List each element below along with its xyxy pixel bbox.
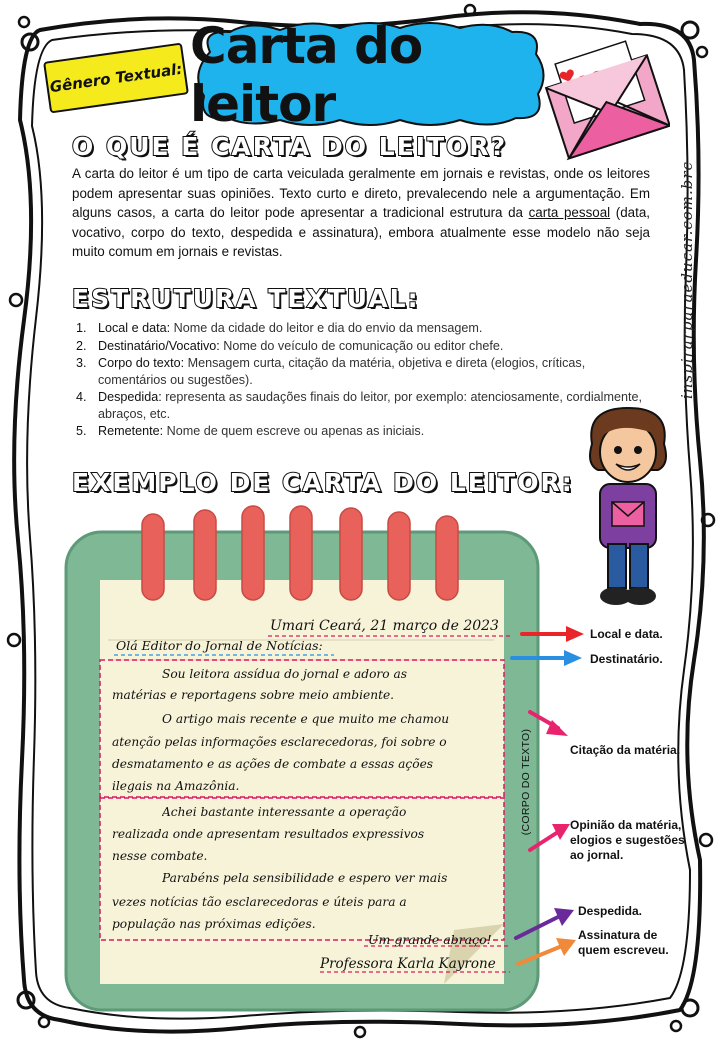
carta-pessoal-term: carta pessoal xyxy=(528,205,611,220)
definition-text-part1: A carta do leitor é um tipo de carta veiculada geralmente em jornais e revistas, onde os leitores podem apresentar suas opiniões. Texto curto e direto, prevalecendo nele a argumentação. Em alguns casos, a carta do leitor pode apresentar a tradicional estrutura da xyxy=(72,166,650,220)
list-item: 4. Despedida: representa as saudações finais do leitor, por exemplo: atenciosamente, cordialmente, abraços, etc. xyxy=(76,390,642,421)
annotation-signature: Assinatura de quem escreveu. xyxy=(578,928,669,957)
annotation-citation: Citação da matéria. xyxy=(570,743,681,757)
definition-paragraph xyxy=(72,164,650,262)
letter-signature: Professora Karla Kayrone xyxy=(320,956,496,972)
annotation-local-date: Local e data. xyxy=(590,627,663,641)
letter-body-line: ilegais na Amazônia. xyxy=(112,779,240,793)
annotation-opinion: Opinião da matéria, elogios e sugestões ao jornal. xyxy=(570,818,685,862)
letter-body-line: Achei bastante interessante a operação xyxy=(162,805,407,819)
annotation-arrows xyxy=(500,620,590,980)
letter-date: Umari Ceará, 21 março de 2023 xyxy=(270,618,499,634)
list-item: 3. Corpo do texto: Mensagem curta, citação da matéria, objetiva e direta (elogios, críticas, comentários ou sugestões). xyxy=(76,356,586,387)
letter-greeting: Olá Editor do Jornal de Notícias: xyxy=(116,638,323,653)
letter-closing: Um grande abraço! xyxy=(368,932,492,947)
letter-body-line: Sou leitora assídua do jornal e adoro as xyxy=(162,667,407,681)
letter-body-line: vezes notícias tão esclarecedoras e úteis para a xyxy=(112,895,407,909)
website-credit: inspirarparaeducar.com.brc xyxy=(678,161,696,399)
annotation-recipient: Destinatário. xyxy=(590,652,663,666)
letter-body-line: matérias e reportagens sobre meio ambiente. xyxy=(112,688,395,702)
section-heading-example: EXEMPLO DE CARTA DO LEITOR: xyxy=(72,468,574,497)
section-heading-what: O QUE É CARTA DO LEITOR? xyxy=(72,132,508,161)
list-item: 5. Remetente: Nome de quem escreve ou apenas as iniciais. xyxy=(76,424,425,438)
body-label: (CORPO DO TEXTO) xyxy=(520,728,532,836)
definition-text-part2: (data, vocativo, corpo do texto, despedida e assinatura), embora atualmente esse modelo não seja muito comum em jornais e revistas. xyxy=(72,205,650,259)
section-heading-structure: ESTRUTURA TEXTUAL: xyxy=(72,284,420,313)
list-item: 2. Destinatário/Vocativo: Nome do veículo de comunicação ou editor chefe. xyxy=(76,338,504,353)
letter-body-line: desmatamento e as ações de combate a essas ações xyxy=(112,757,434,771)
letter-body-line: Parabéns pela sensibilidade e espero ver mais xyxy=(162,871,448,885)
kid-with-letter-icon xyxy=(578,404,678,612)
annotation-farewell: Despedida. xyxy=(578,904,643,918)
envelope-heart-icon xyxy=(544,40,670,168)
page-title: Carta do leitor xyxy=(190,17,423,133)
list-item: 1. Local e data: Nome da cidade do leitor e dia do envio da mensagem. xyxy=(76,321,483,335)
letter-body-line: atenção pelas informações esclarecedoras, foi sobre o xyxy=(112,735,447,749)
letter-body-line: O artigo mais recente e que muito me chamou xyxy=(162,712,450,726)
letter-body-line: nesse combate. xyxy=(112,849,208,863)
structure-list xyxy=(74,320,650,441)
letter-body-line: realizada onde apresentam resultados expressivos xyxy=(112,827,425,841)
genre-tag: Gênero Textual: xyxy=(43,43,189,114)
letter-body-line: população nas próximas edições. xyxy=(112,917,316,931)
